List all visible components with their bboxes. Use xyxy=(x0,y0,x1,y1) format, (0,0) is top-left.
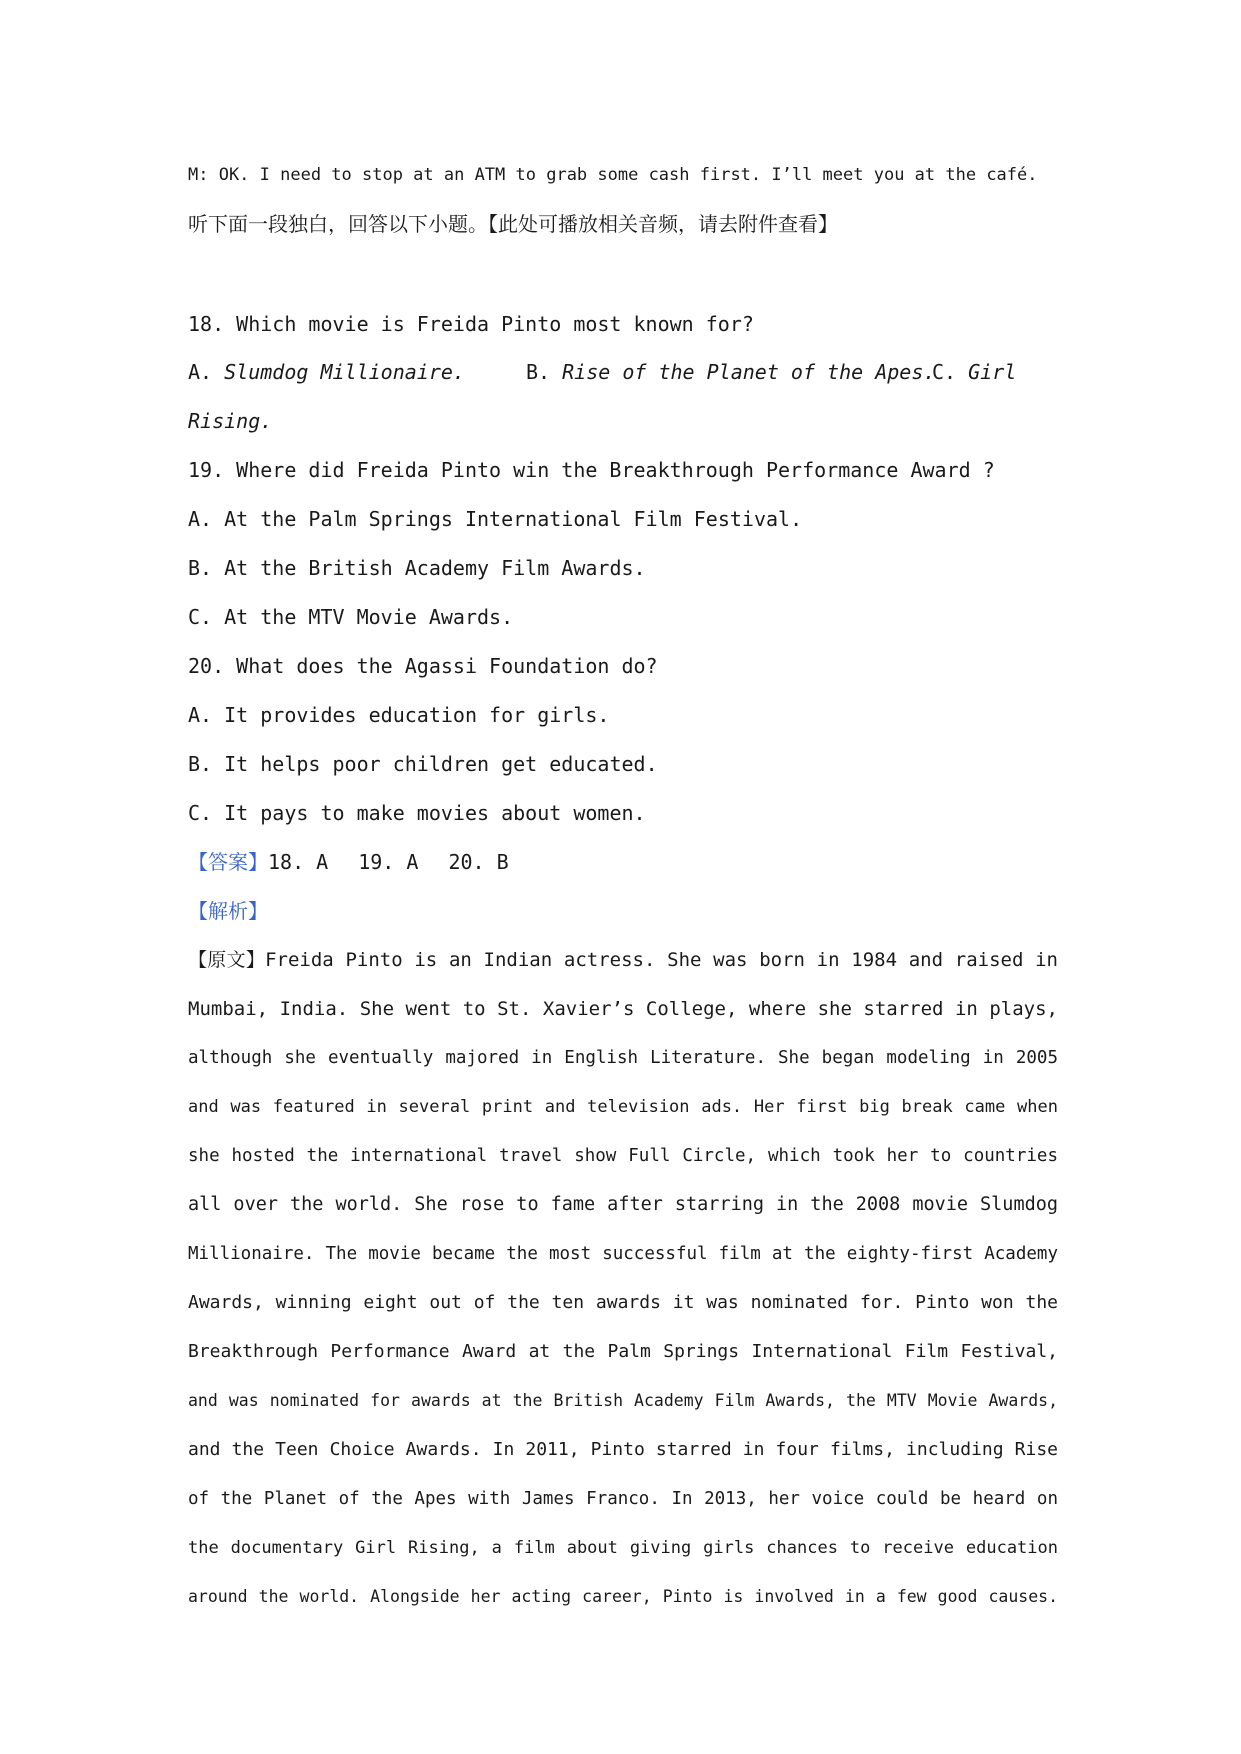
option-c xyxy=(932,359,1016,385)
option-text: Rise of the Planet of the Apes. xyxy=(562,360,936,384)
option-b xyxy=(526,359,935,385)
question-stem-19: 19. Where did Freida Pinto win the Breakthrough Performance Award ? xyxy=(188,458,995,482)
answer-item: 20. B xyxy=(448,850,509,874)
analysis-label: 【解析】 xyxy=(188,899,268,923)
answer-item: 19. A xyxy=(358,850,419,874)
dialogue-end-line: M: OK. I need to stop at an ATM to grab some cash first. I’ll meet you at the café. xyxy=(188,165,1038,185)
option-text: At the MTV Movie Awards. xyxy=(224,605,514,629)
transcript-line: and the Teen Choice Awards. In 2011, Pinto starred in four films, including Rise xyxy=(188,1439,1058,1460)
question-stem-18: 18. Which movie is Freida Pinto most known for? xyxy=(188,312,754,336)
option-text: Girl xyxy=(968,360,1017,384)
option-a xyxy=(188,506,1058,532)
option-text: At the British Academy Film Awards. xyxy=(224,556,646,580)
answer-line xyxy=(188,849,1058,875)
question-stem-20: 20. What does the Agassi Foundation do? xyxy=(188,654,658,678)
answer-item: 18. A xyxy=(268,850,329,874)
transcript-line: the documentary Girl Rising, a film about giving girls chances to receive education xyxy=(188,1538,1058,1558)
option-letter: A. xyxy=(188,703,213,727)
transcript-line: and was featured in several print and television ads. Her first big break came when xyxy=(188,1097,1058,1117)
option-b xyxy=(188,751,1058,777)
option-b xyxy=(188,555,1058,581)
option-a xyxy=(188,702,1058,728)
option-letter: B. xyxy=(526,360,551,384)
transcript-line: all over the world. She rose to fame after starring in the 2008 movie Slumdog xyxy=(188,1194,1058,1215)
option-letter: C. xyxy=(188,801,213,825)
transcript-line: although she eventually majored in English Literature. She began modeling in 2005 xyxy=(188,1048,1058,1068)
option-letter: A. xyxy=(188,360,213,384)
transcript-line: Mumbai, India. She went to St. Xavier’s College, where she starred in plays, xyxy=(188,998,1058,1020)
option-letter: B. xyxy=(188,556,213,580)
question-18-options xyxy=(188,359,1058,385)
answer-label: 【答案】 xyxy=(188,850,268,874)
option-text: It provides education for girls. xyxy=(224,703,610,727)
section-instruction: 听下面一段独白，回答以下小题。【此处可播放相关音频，请去附件查看】 xyxy=(188,212,838,236)
option-c xyxy=(188,604,1058,630)
transcript-line: around the world. Alongside her acting career, Pinto is involved in a few good causes. xyxy=(188,1587,1058,1606)
option-letter: C. xyxy=(188,605,213,629)
option-c xyxy=(188,800,1058,826)
option-text: It pays to make movies about women. xyxy=(224,801,646,825)
option-letter: B. xyxy=(188,752,213,776)
transcript-line: Breakthrough Performance Award at the Palm Springs International Film Festival, xyxy=(188,1341,1058,1362)
option-text: At the Palm Springs International Film Festival. xyxy=(224,507,803,531)
option-letter: C. xyxy=(932,360,957,384)
transcript-label: 【原文】 xyxy=(188,949,266,971)
transcript-text: Freida Pinto is an Indian actress. She was born in 1984 and raised in xyxy=(265,949,1058,971)
option-text: Slumdog Millionaire. xyxy=(224,360,465,384)
transcript-line: of the Planet of the Apes with James Franco. In 2013, her voice could be heard on xyxy=(188,1489,1058,1509)
transcript-line: and was nominated for awards at the British Academy Film Awards, the MTV Movie Awards, xyxy=(188,1391,1058,1410)
option-text: It helps poor children get educated. xyxy=(224,752,658,776)
option-a xyxy=(188,359,465,385)
option-c-continuation: Rising. xyxy=(188,409,273,433)
option-letter: A. xyxy=(188,507,213,531)
transcript-line: Millionaire. The movie became the most successful film at the eighty-first Academy xyxy=(188,1244,1058,1264)
transcript-line xyxy=(188,947,1058,973)
transcript-line: Awards, winning eight out of the ten awards it was nominated for. Pinto won the xyxy=(188,1292,1058,1313)
transcript-line: she hosted the international travel show Full Circle, which took her to countries xyxy=(188,1146,1058,1166)
